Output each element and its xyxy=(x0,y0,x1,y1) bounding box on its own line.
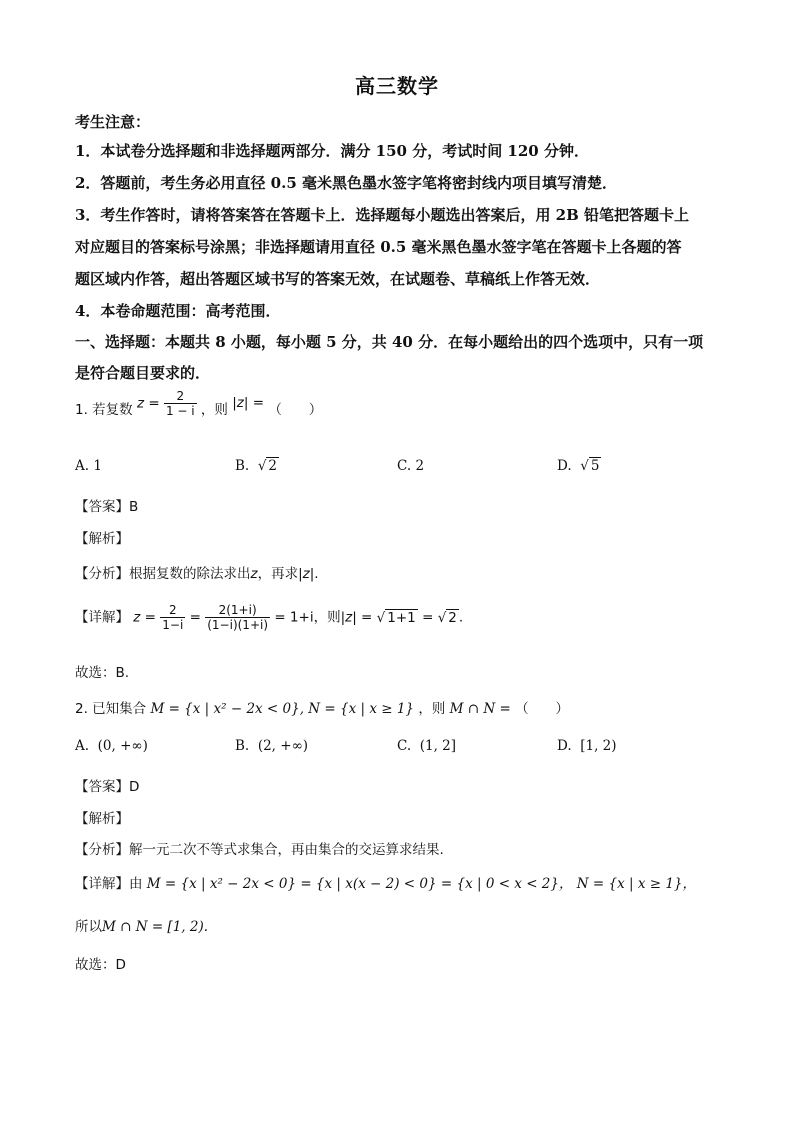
detail-absz: |z| = xyxy=(340,609,373,626)
q1-absz: |z| = xyxy=(232,395,265,411)
section-heading-cont: 是符合题目要求的． xyxy=(75,364,211,382)
detail-z: z = xyxy=(133,609,156,626)
detail-eq3: = xyxy=(422,609,434,626)
q2-detail xyxy=(75,872,696,892)
answer-value: D xyxy=(129,779,140,795)
q1-option-b xyxy=(235,458,279,474)
detail-tag: 【详解】 xyxy=(75,876,129,892)
answer-value: B xyxy=(129,499,139,515)
q2-option-d xyxy=(557,738,617,754)
q2-mid: ，则 xyxy=(418,701,446,717)
detail-end: . xyxy=(458,609,464,626)
detail-eq2: = 1+i，则 xyxy=(274,609,341,626)
q2-expr: M ∩ N = xyxy=(449,701,511,717)
q1-option-d xyxy=(557,458,601,474)
fenxi-text: 根据复数的除法求出 xyxy=(129,566,251,582)
detail-lead: 由 xyxy=(129,876,143,892)
detail-rad1: 1+1 xyxy=(387,609,416,626)
option-label: B. xyxy=(235,458,250,474)
option-text: (2, +∞) xyxy=(257,738,309,754)
option-label: D. xyxy=(557,458,572,474)
detail-math: M = {x | x² − 2x < 0} = {x | x(x − 2) < 0} = {x | 0 < x < 2}， N = {x | x ≥ 1}， xyxy=(146,876,696,892)
q1-eq: = xyxy=(144,395,164,411)
option-text: (0, +∞) xyxy=(97,738,148,754)
detail-frac1-num: 2 xyxy=(168,603,177,617)
option-label: D. xyxy=(557,738,572,754)
option-label: B. xyxy=(235,738,250,754)
fenxi-tag: 【分析】 xyxy=(75,566,129,582)
option-label: A. xyxy=(75,738,90,754)
q2-conclusion: 故选：D xyxy=(75,957,126,973)
q1-option-c xyxy=(397,458,424,474)
detail-rad2: 2 xyxy=(448,609,457,626)
q1-detail xyxy=(75,603,463,632)
question-2-stem xyxy=(75,697,569,717)
q1-prefix: 1. 若复数 xyxy=(75,402,133,418)
fenxi-mid: ，再求 xyxy=(257,566,299,582)
question-1-stem xyxy=(75,388,323,418)
option-label: A. xyxy=(75,458,90,474)
fenxi-z: z xyxy=(250,566,258,582)
detail-tag: 【详解】 xyxy=(75,609,129,626)
section-heading: 一、选择题：本题共 8 小题，每小题 5 分，共 40 分．在每小题给出的四个选项中，只有一项 xyxy=(75,333,704,351)
option-text: [1, 2) xyxy=(580,738,617,754)
detail-frac2-den: (1−i)(1+i) xyxy=(207,618,269,632)
option-label: C. xyxy=(397,458,412,474)
answer-tag: 【答案】 xyxy=(75,779,129,795)
sqrt-symbol: √ 1+1 xyxy=(376,609,416,626)
q1-paren: （ ） xyxy=(268,402,323,418)
detail-frac2-num: 2(1+i) xyxy=(218,603,257,617)
q1-mid: ，则 xyxy=(200,402,228,418)
notice-item-1: 1．本试卷分选择题和非选择题两部分．满分 150 分，考试时间 120 分钟． xyxy=(75,142,589,160)
q1-option-a xyxy=(75,458,102,474)
fenxi-absz: |z| xyxy=(298,566,315,582)
option-text: 1 xyxy=(93,458,102,474)
page-title: 高三数学 xyxy=(355,74,439,98)
notice-heading: 考生注意： xyxy=(75,113,151,131)
so-expr: M ∩ N = [1, 2). xyxy=(102,919,209,935)
detail-eq1: = xyxy=(189,609,201,626)
option-text: 2 xyxy=(415,458,425,474)
q2-option-c xyxy=(397,738,456,754)
option-label: C. xyxy=(397,738,412,754)
q1-answer xyxy=(75,495,138,515)
q2-set-definitions: M = {x | x² − 2x < 0}, N = {x | x ≥ 1} xyxy=(150,701,415,717)
option-text: 2 xyxy=(268,458,278,474)
q2-analysis-tag: 【解析】 xyxy=(75,811,129,827)
q1-frac-den: 1 − i xyxy=(165,403,195,418)
sqrt-symbol: √ 2 xyxy=(257,458,278,474)
q1-fenxi xyxy=(75,562,319,582)
notice-item-2: 2．答题前，考生务必用直径 0.5 毫米黑色墨水签字笔将密封线内项目填写清楚． xyxy=(75,174,617,192)
notice-item-3-cont2: 题区域内作答，超出答题区域书写的答案无效，在试题卷、草稿纸上作答无效． xyxy=(75,270,601,288)
notice-item-3: 3．考生作答时，请将答案答在答题卡上．选择题每小题选出答案后，用 2B 铅笔把答题卡上 xyxy=(75,206,690,224)
q2-answer xyxy=(75,775,139,795)
answer-tag: 【答案】 xyxy=(75,499,129,515)
q2-prefix: 2. 已知集合 xyxy=(75,701,147,717)
q2-option-a xyxy=(75,738,148,754)
q2-fenxi xyxy=(75,838,444,858)
so-text: 所以 xyxy=(75,919,102,935)
option-text: (1, 2] xyxy=(419,738,457,754)
q1-frac-num: 2 xyxy=(176,388,185,403)
q2-option-b xyxy=(235,738,308,754)
option-text: 5 xyxy=(590,458,600,474)
fenxi-tag: 【分析】 xyxy=(75,842,129,858)
notice-item-3-cont: 对应题目的答案标号涂黑；非选择题请用直径 0.5 毫米黑色墨水签字笔在答题卡上各题的答 xyxy=(75,238,682,256)
q2-paren: （ ） xyxy=(515,701,570,717)
fenxi-text: 解一元二次不等式求集合，再由集合的交运算求结果. xyxy=(129,842,444,858)
q1-z: z xyxy=(136,395,145,411)
sqrt-symbol: √ 5 xyxy=(580,458,600,474)
q1-analysis-tag: 【解析】 xyxy=(75,531,129,547)
fenxi-end: . xyxy=(314,566,319,582)
sqrt-symbol: √ 2 xyxy=(437,609,457,626)
q1-conclusion: 故选：B. xyxy=(75,665,130,681)
detail-frac1-den: 1−i xyxy=(162,618,184,632)
q2-so xyxy=(75,915,208,935)
notice-item-4: 4．本卷命题范围：高考范围． xyxy=(75,302,281,320)
